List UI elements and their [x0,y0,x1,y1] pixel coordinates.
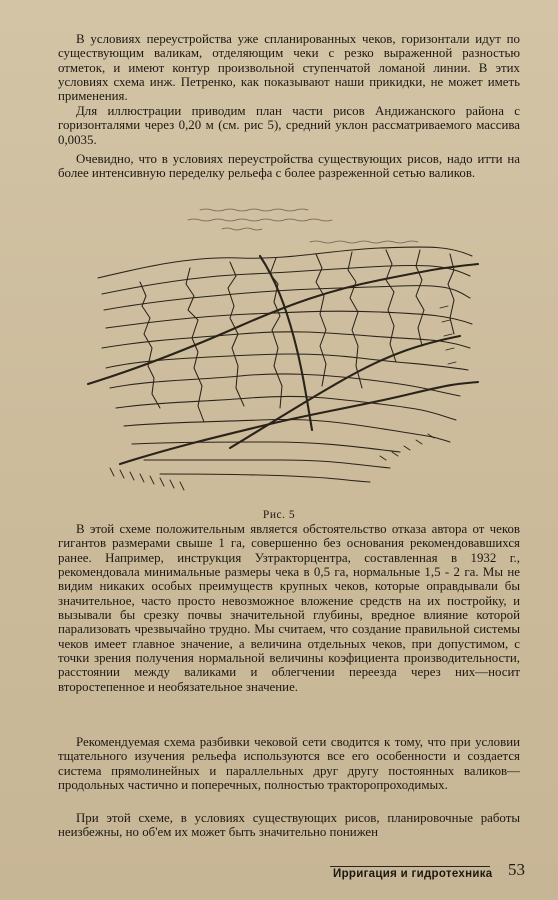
paragraph-5: Рекомендуемая схема разбивки чековой сети сводится к тому, что при условии тщательного изучения рельефа используются все его особенности и создается система прямолинейных и параллельных друг другу постоянных валиков—продольных частично и поперечных, полностью тракторопроходимых. [58,735,520,793]
paragraph-1: В условиях переустройства уже спланированных чеков, горизонтали идут по существующим валикам, отделяющим чеки с резко выраженной разностью отметок, и имеют контур произвольной ступенчатой ломаной линии. В этих условиях схема инж. Петренко, как показывают наши прикидки, не может иметь применения. [58,32,520,104]
figure-caption: Рис. 5 [262,509,296,521]
plan-header-strokes [188,209,418,243]
contour-lines [98,247,472,482]
journal-title: Ирригация и гидротехника [333,868,493,880]
footer-rule [330,866,490,867]
paragraph-2: Для иллюстрации приводим план части рисов Андижанского района с горизонталями через 0,20 м (см. рис 5), средний уклон рассматриваемого массива 0,0035. [58,104,520,147]
page-number: 53 [508,860,525,879]
contour-map-drawing [80,198,482,498]
paragraph-6: При этой схеме, в условиях существующих рисов, планировочные работы неизбежны, но об'ем их может быть значительно понижен [58,811,520,840]
contour-map-figure [80,198,482,498]
paragraph-4: В этой схеме положительным является обстоятельство отказа автора от чеков гигантов размерами свыше 1 га, совершенно без основания рекомендовавшихся ранее. Например, инструкция Узтракторцентра, составленная в 1932 г., рекомендовала минимальные размеры чека в 0,5 га, нормальные 1,5 - 2 га. Мы не видим никаких особых преимуществ крупных чеков, которые оправдывали бы значительное, часто просто невозможное вложение средств на их постройку, и вызывали бы срезку почвы значительной глубины, вредное влияние которой парализовать чрезвычайно трудно. Мы считаем, что создание правильной системы чеков имеет главное значение, а величина отдельных чеков, при допустимом, с точки зрения получения нормальной величины коэфициента производительности, расстоянии между валиками и облегчении переезда через них—носит второстепенное и необязательное значение. [58,522,520,694]
edge-hatching [110,306,456,490]
paragraph-3: Очевидно, что в условиях переустройства существующих рисов, надо итти на более интенсивную переделку рельефа с более разреженной сетью валиков. [58,152,520,181]
